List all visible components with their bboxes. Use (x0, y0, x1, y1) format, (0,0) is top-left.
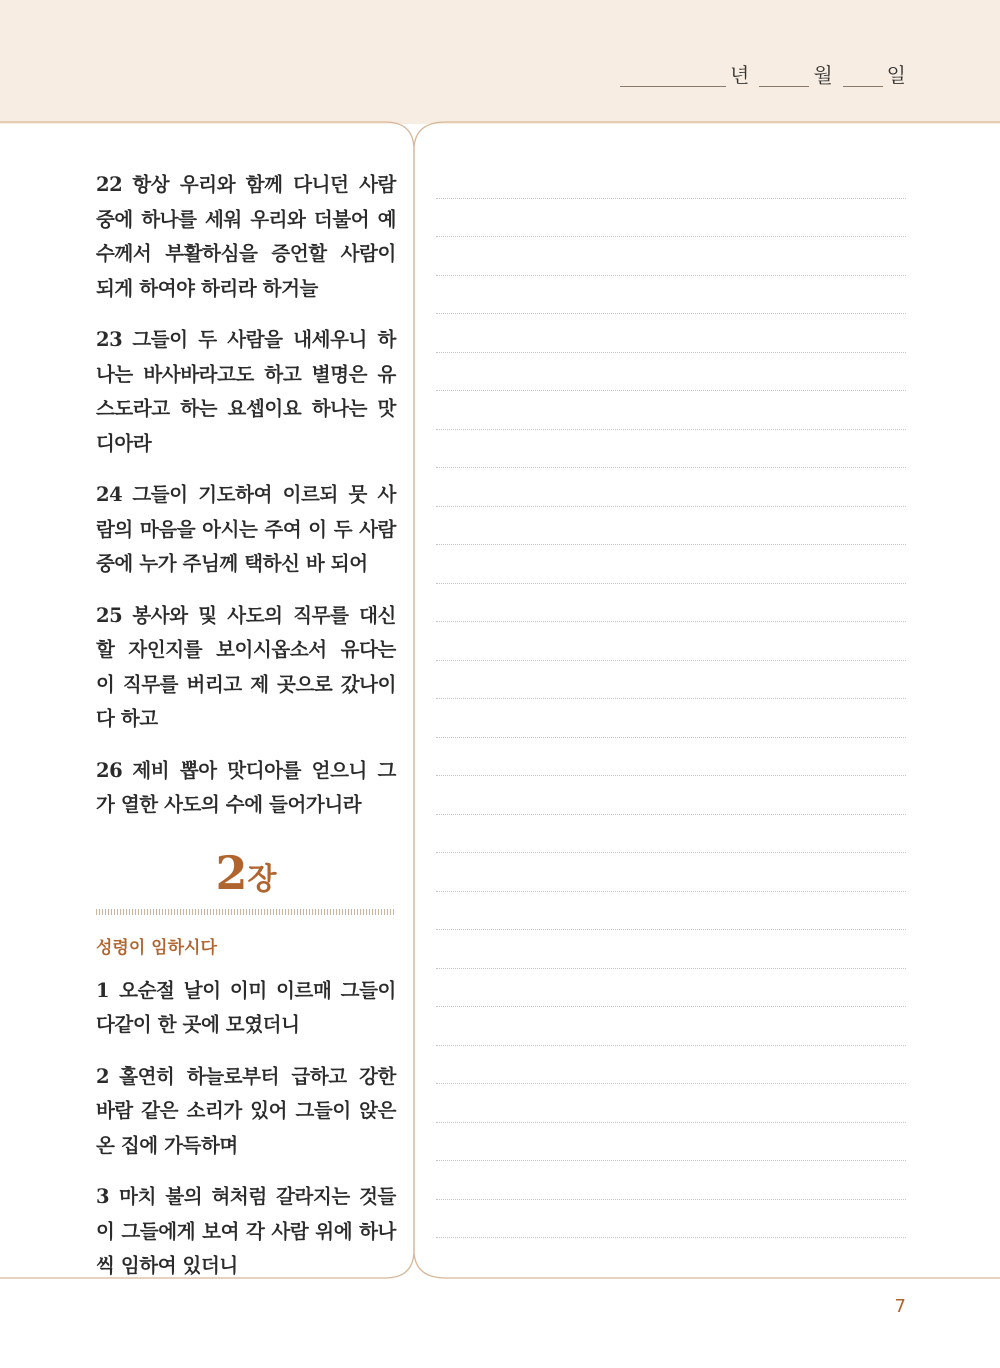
note-line[interactable] (436, 1161, 906, 1200)
day-label: 일 (886, 63, 906, 87)
verse-number: 3 (96, 1185, 110, 1208)
verse (96, 168, 396, 306)
verse-text: 오순절 날이 이미 이르매 그들이 다같이 한 곳에 모였더니 (96, 978, 396, 1036)
page-number: 7 (894, 1296, 906, 1317)
verse (96, 323, 396, 461)
chapter-divider (96, 909, 396, 915)
verse-number: 26 (96, 758, 123, 782)
verse (96, 974, 396, 1043)
note-line[interactable] (436, 237, 906, 276)
note-line[interactable] (436, 1084, 906, 1123)
note-line[interactable] (436, 1046, 906, 1085)
note-line[interactable] (436, 314, 906, 353)
scripture-column (96, 168, 396, 1301)
note-line[interactable] (436, 276, 906, 315)
verse-text: 항상 우리와 함께 다니던 사람 중에 하나를 세워 우리와 더불어 예수께서 부활하심을 증언할 사람이 되게 하여야 하리라 하거늘 (96, 173, 396, 300)
verse (96, 754, 396, 823)
verse-text: 마치 불의 혀처럼 갈라지는 것들이 그들에게 보여 각 사람 위에 하나씩 임하여 있더니 (96, 1185, 396, 1277)
note-line[interactable] (436, 584, 906, 623)
verse-text: 그들이 기도하여 이르되 뭇 사람의 마음을 아시는 주여 이 두 사람 중에 누가 주님께 택하신 바 되어 (96, 483, 396, 575)
note-line[interactable] (436, 545, 906, 584)
note-line[interactable] (436, 661, 906, 700)
note-line[interactable] (436, 1123, 906, 1162)
chapter-word: 장 (247, 861, 277, 897)
note-line[interactable] (436, 815, 906, 854)
verse-number: 23 (96, 328, 123, 351)
writing-lines[interactable] (436, 160, 906, 1238)
note-line[interactable] (436, 930, 906, 969)
chapter-number: 2 (215, 845, 248, 900)
note-line[interactable] (436, 1007, 906, 1046)
note-line[interactable] (436, 391, 906, 430)
note-line[interactable] (436, 199, 906, 238)
note-line[interactable] (436, 468, 906, 507)
verse-text: 봉사와 및 사도의 직무를 대신할 자인지를 보이시옵소서 유다는 이 직무를 버리고 제 곳으로 갔나이다 하고 (96, 603, 396, 730)
verse (96, 599, 396, 737)
verse-number: 22 (96, 173, 123, 196)
verse-number: 1 (96, 978, 110, 1002)
note-line[interactable] (436, 1200, 906, 1239)
month-label: 월 (813, 63, 833, 87)
verse-text: 제비 뽑아 맛디아를 얻으니 그가 열한 사도의 수에 들어가니라 (96, 758, 396, 816)
year-label: 년 (730, 63, 750, 87)
section-title: 성령이 임하시다 (96, 937, 217, 958)
verse-text: 그들이 두 사람을 내세우니 하나는 바사바라고도 하고 별명은 유스도라고 하는 요셉이요 하나는 맛디아라 (96, 328, 396, 455)
verse-number: 2 (96, 1064, 110, 1088)
verse-number: 25 (96, 603, 123, 627)
note-line[interactable] (436, 892, 906, 931)
verse (96, 478, 396, 582)
note-line[interactable] (436, 430, 906, 469)
note-line[interactable] (436, 969, 906, 1008)
verses-after-list (96, 974, 396, 1284)
note-line[interactable] (436, 622, 906, 661)
note-line[interactable] (436, 160, 906, 199)
note-line[interactable] (436, 699, 906, 738)
note-line[interactable] (436, 738, 906, 777)
verse (96, 1060, 396, 1164)
verse-number: 24 (96, 483, 123, 506)
note-line[interactable] (436, 776, 906, 815)
verse (96, 1180, 396, 1284)
note-line[interactable] (436, 507, 906, 546)
verses-before-list (96, 168, 396, 823)
note-line[interactable] (436, 353, 906, 392)
verse-text: 홀연히 하늘로부터 급하고 강한 바람 같은 소리가 있어 그들이 앉은 온 집에 가득하며 (96, 1064, 396, 1157)
chapter-heading (96, 845, 396, 901)
note-line[interactable] (436, 853, 906, 892)
